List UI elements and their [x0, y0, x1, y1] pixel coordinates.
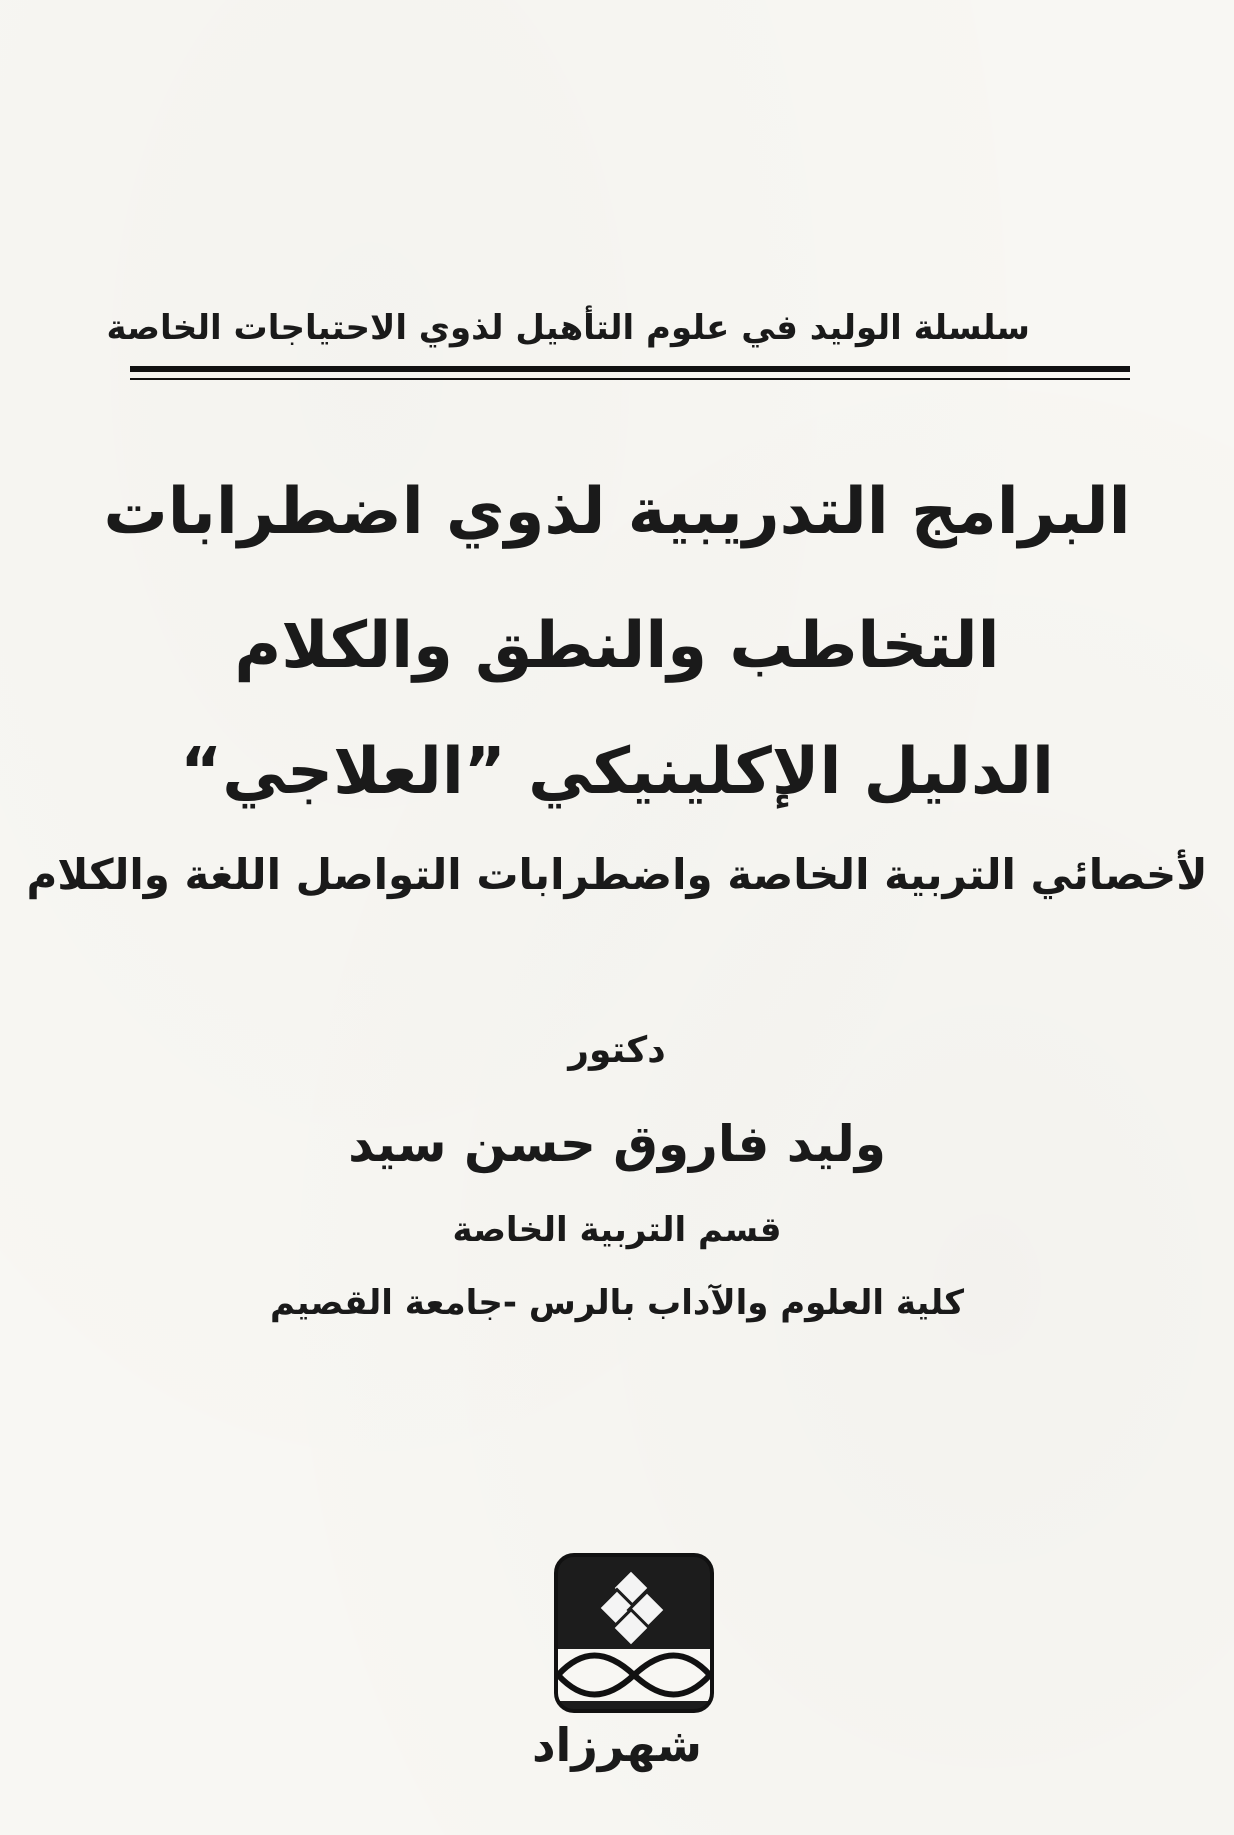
shahrazad-publisher-logo-icon [554, 1553, 714, 1713]
divider-thin [130, 378, 1130, 380]
book-title-line-1: البرامج التدريبية لذوي اضطرابات [103, 475, 1131, 549]
book-title-line-3: الدليل الإكلينيكي ”العلاجي“ [180, 735, 1054, 809]
book-subtitle: لأخصائي التربية الخاصة واضطرابات التواصل اللغة والكلام [26, 850, 1208, 899]
author-college: كلية العلوم والآداب بالرس -جامعة القصيم [270, 1283, 964, 1323]
author-name: وليد فاروق حسن سيد [348, 1115, 886, 1173]
series-name: سلسلة الوليد في علوم التأهيل لذوي الاحتياجات الخاصة [106, 308, 1030, 348]
book-title-line-2: التخاطب والنطق والكلام [234, 609, 1000, 683]
author-department: قسم التربية الخاصة [452, 1210, 782, 1250]
publisher-name: شهرزاد [531, 1718, 703, 1772]
divider-thick [130, 366, 1130, 372]
author-title-label: دكتور [568, 1030, 666, 1071]
